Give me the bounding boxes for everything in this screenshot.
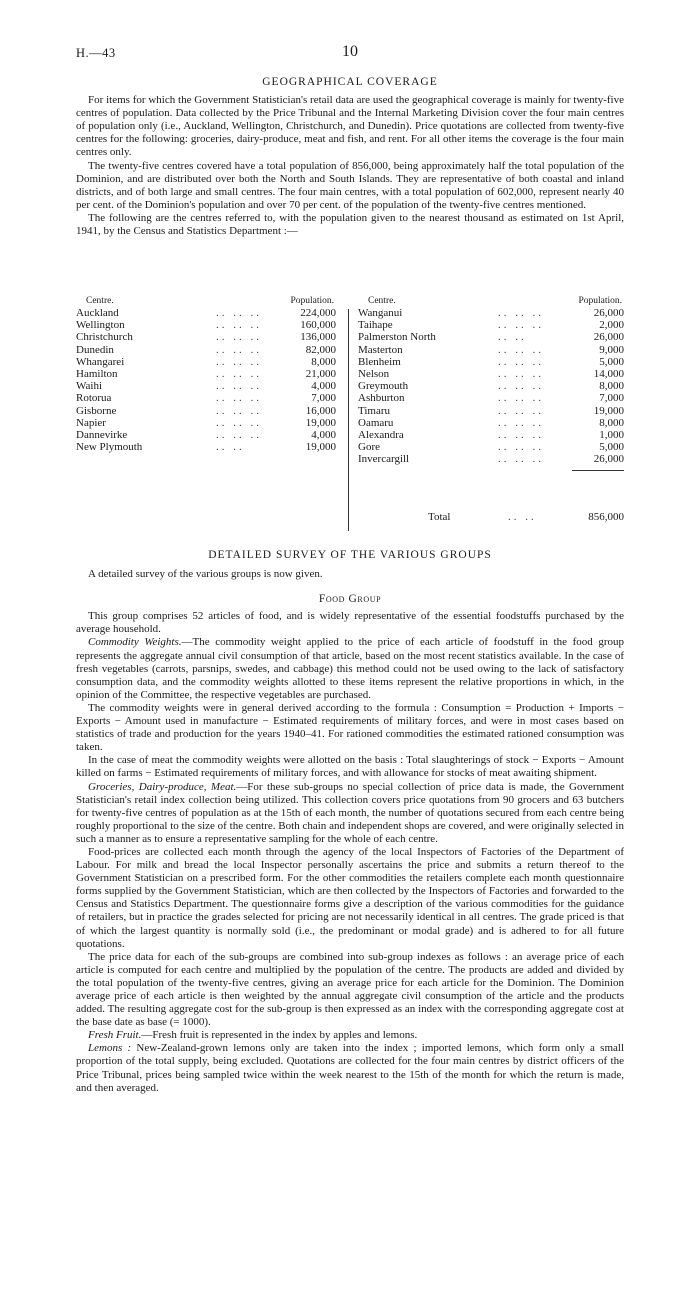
population-value: 8,000 bbox=[599, 416, 624, 429]
paragraph: For items for which the Government Statistician's retail data are used the geographical coverage is mainly for twenty-five centres of population. Data collected by the Price Tribunal and the Internal Marketing Division cover the four main centres of population only (i.e., Auckland, Wellington, Christchurch, and Dunedin). Price quotations are collected from twenty-five centres for the following: groceries, dairy-produce, meat and fish, and rent. For all other items the coverage is the four main centres only. bbox=[76, 94, 624, 159]
column-header-centre: Centre. bbox=[86, 296, 114, 306]
population-value: 19,000 bbox=[305, 441, 336, 454]
population-value: 7,000 bbox=[311, 392, 336, 405]
centre-name: Timaru bbox=[358, 404, 390, 417]
table-row bbox=[358, 319, 624, 331]
table-row bbox=[358, 380, 624, 392]
centre-name: Dannevirke bbox=[76, 428, 128, 441]
leader-dots: .. .. .. bbox=[498, 343, 544, 356]
table-column-right bbox=[358, 295, 624, 465]
paragraph-text: New-Zealand-grown lemons only are taken into the index ; imported lemons, which form only a small proportion of the total supply, being excluded. Quotations are collected for the four main centres by district officers of the Price Tribunal, prices being sampled twice within the week nearest to the 15th of the month for which the return is made, and then averaged. bbox=[76, 1042, 625, 1094]
table-row bbox=[76, 331, 336, 343]
centre-name: New Plymouth bbox=[76, 441, 143, 454]
leader-dots: .. .. .. bbox=[498, 392, 544, 405]
leader-dots: .. .. .. bbox=[216, 380, 262, 393]
document-reference: H.—43 bbox=[76, 46, 116, 60]
page-number: 10 bbox=[342, 43, 358, 60]
paragraph: A detailed survey of the various groups is now given. bbox=[88, 568, 323, 581]
geographical-coverage-section bbox=[76, 76, 624, 238]
leader-dots: .. .. .. bbox=[216, 428, 262, 441]
paragraph-text: —For these sub-groups no special collection of price data is made, the Government Statistician's retail index collection being utilized. This collection covers price quotations from 90 grocers and 63 butchers for twenty-five centres of population as at the 15th of each month, the number of quotations secured from each centre being roughly proportional to the size of the centre. Both chain and independent shops are covered, and were originally selected in such a manner as to ensure a representative sampling for the whole of each centre. bbox=[76, 780, 624, 845]
paragraph bbox=[76, 781, 624, 846]
table-row bbox=[358, 441, 624, 453]
paragraph-text: —Fresh fruit is represented in the index by apples and lemons. bbox=[141, 1029, 418, 1042]
centre-name: Dunedin bbox=[76, 343, 114, 356]
population-value: 82,000 bbox=[305, 343, 336, 356]
centre-name: Invercargill bbox=[358, 453, 410, 466]
table-header-row bbox=[76, 295, 336, 307]
leader-dots: .. .. .. bbox=[498, 367, 544, 380]
table-row bbox=[358, 356, 624, 368]
total-value: 856,000 bbox=[588, 511, 624, 523]
paragraph-text: —The commodity weight applied to the price of each article of foodstuff in the food group represents the aggregate annual civil consumption of that article, based on the most recent statistics available. In the case of fresh vegetables (carrots, parsnips, swedes, and cabbage) this method could not be used owing to the lack of satisfactory consumption data, and the commodity weights allotted to these items represent the relative proportions in which, in the opinion of the Committee, the respective vegetables are purchased. bbox=[76, 636, 624, 701]
column-divider bbox=[348, 309, 349, 531]
table-row bbox=[76, 380, 336, 392]
lemons-lead: Lemons : bbox=[88, 1042, 132, 1055]
leader-dots: .. .. .. bbox=[498, 416, 544, 429]
paragraph: The following are the centres referred to, with the population given to the nearest thousand as estimated on 1st April, 1941, by the Census and Statistics Department :— bbox=[76, 211, 624, 238]
leader-dots: .. .. bbox=[508, 511, 537, 523]
leader-dots: .. .. .. bbox=[498, 319, 544, 332]
leader-dots: .. .. .. bbox=[498, 355, 544, 368]
table-row bbox=[76, 368, 336, 380]
leader-dots: .. .. .. bbox=[498, 404, 544, 417]
paragraph: The twenty-five centres covered have a total population of 856,000, being approximately half the total population of the Dominion, and are distributed over both the North and South Islands. They are representative of both coastal and inland districts, and of both large and small centres. The four main centres, with a total population of 602,000, represent nearly 40 per cent. of the Dominion's population and over 70 per cent. of the population of the twenty-five centres mentioned. bbox=[76, 159, 624, 211]
population-value: 160,000 bbox=[300, 319, 336, 332]
population-value: 26,000 bbox=[593, 307, 624, 319]
table-header-row bbox=[358, 295, 624, 307]
paragraph: The price data for each of the sub-groups are combined into sub-group indexes as follows : an average price of each article is computed for each centre and multiplied by the population of the centre. The products are added and divided by the total population of the twenty-five centres, giving an average price for each article for the Dominion. The Dominion average price of each article is then weighted by the annual aggregate civil consumption of the article and the products added. The resulting aggregate cost for the sub-group is then expressed as an index with the corresponding aggregate cost at the base date as base (= 1000). bbox=[76, 950, 624, 1029]
table-row bbox=[76, 319, 336, 331]
centre-name: Rotorua bbox=[76, 392, 112, 405]
table-row bbox=[358, 307, 624, 319]
paragraph bbox=[76, 636, 624, 701]
leader-dots: .. .. .. bbox=[498, 441, 544, 454]
leader-dots: .. .. .. bbox=[216, 404, 262, 417]
table-row bbox=[76, 429, 336, 441]
centre-name: Alexandra bbox=[358, 428, 404, 441]
population-value: 1,000 bbox=[599, 428, 624, 441]
population-value: 5,000 bbox=[599, 355, 624, 368]
population-value: 19,000 bbox=[305, 416, 336, 429]
population-value: 26,000 bbox=[593, 331, 624, 344]
table-row bbox=[76, 356, 336, 368]
table-row bbox=[358, 417, 624, 429]
centre-name: Gore bbox=[358, 441, 380, 454]
groceries-lead: Groceries, Dairy-produce, Meat. bbox=[88, 780, 237, 793]
paragraph bbox=[76, 1042, 624, 1094]
leader-dots: .. .. .. bbox=[498, 380, 544, 393]
geographical-coverage-heading: GEOGRAPHICAL COVERAGE bbox=[262, 76, 438, 88]
sum-rule bbox=[572, 470, 624, 471]
leader-dots: .. .. .. bbox=[216, 319, 262, 332]
total-label: Total bbox=[428, 511, 451, 523]
table-row bbox=[358, 368, 624, 380]
centre-name: Greymouth bbox=[358, 380, 409, 393]
paragraph bbox=[76, 1029, 624, 1042]
leader-dots: .. .. .. bbox=[216, 307, 262, 319]
centre-name: Taihape bbox=[358, 319, 393, 332]
page-header bbox=[76, 43, 624, 66]
leader-dots: .. .. .. bbox=[216, 331, 262, 344]
leader-dots: .. .. .. bbox=[498, 428, 544, 441]
population-value: 224,000 bbox=[300, 307, 336, 319]
commodity-weights-lead: Commodity Weights. bbox=[88, 636, 182, 649]
table-row bbox=[358, 405, 624, 417]
detailed-survey-section bbox=[76, 549, 624, 1095]
centre-name: Wanganui bbox=[358, 307, 403, 319]
centre-name: Palmerston North bbox=[358, 331, 436, 344]
leader-dots: .. .. .. bbox=[498, 453, 544, 466]
table-row bbox=[76, 417, 336, 429]
leader-dots: .. .. .. bbox=[216, 355, 262, 368]
fresh-fruit-lead: Fresh Fruit. bbox=[88, 1029, 142, 1042]
paragraph: This group comprises 52 articles of food, and is widely representative of the essential foodstuffs purchased by the average household. bbox=[76, 610, 624, 636]
column-header-population: Population. bbox=[290, 296, 334, 306]
centre-name: Oamaru bbox=[358, 416, 394, 429]
leader-dots: .. .. .. bbox=[216, 343, 262, 356]
population-value: 5,000 bbox=[599, 441, 624, 454]
centre-name: Wellington bbox=[76, 319, 125, 332]
leader-dots: .. .. bbox=[216, 441, 245, 454]
centre-name: Ashburton bbox=[358, 392, 405, 405]
table-row bbox=[76, 392, 336, 404]
table-row bbox=[358, 392, 624, 404]
population-value: 26,000 bbox=[593, 453, 624, 466]
table-row bbox=[76, 405, 336, 417]
population-value: 2,000 bbox=[599, 319, 624, 332]
column-header-centre: Centre. bbox=[368, 296, 396, 306]
leader-dots: .. .. .. bbox=[498, 307, 544, 319]
leader-dots: .. .. .. bbox=[216, 367, 262, 380]
population-value: 8,000 bbox=[311, 355, 336, 368]
population-value: 136,000 bbox=[300, 331, 336, 344]
table-row bbox=[76, 344, 336, 356]
column-header-population: Population. bbox=[578, 296, 622, 306]
centre-name: Masterton bbox=[358, 343, 403, 356]
centre-name: Christchurch bbox=[76, 331, 133, 344]
centre-name: Gisborne bbox=[76, 404, 117, 417]
table-row bbox=[76, 441, 336, 453]
leader-dots: .. .. .. bbox=[216, 392, 262, 405]
population-value: 4,000 bbox=[311, 380, 336, 393]
population-value: 4,000 bbox=[311, 428, 336, 441]
centre-name: Nelson bbox=[358, 367, 390, 380]
leader-dots: .. .. .. bbox=[216, 416, 262, 429]
food-group-heading: Food Group bbox=[318, 593, 382, 606]
leader-dots: .. .. bbox=[498, 331, 527, 344]
paragraph: The commodity weights were in general derived according to the formula : Consumption = Production + Imports − Exports − Amount used in manufacture − Estimated requirements of military forces, and were in most cases based on statistics of trade and production for the years 1940–41. For rationed commodities the estimated rationed consumption was taken. bbox=[76, 701, 624, 754]
table-row bbox=[358, 331, 624, 343]
table-row bbox=[358, 344, 624, 356]
population-value: 14,000 bbox=[593, 367, 624, 380]
population-value: 7,000 bbox=[599, 392, 624, 405]
centre-name: Hamilton bbox=[76, 367, 118, 380]
table-row bbox=[358, 453, 624, 465]
total-row bbox=[358, 511, 624, 525]
population-value: 19,000 bbox=[593, 404, 624, 417]
population-value: 21,000 bbox=[305, 367, 336, 380]
table-row bbox=[76, 307, 336, 319]
paragraph: In the case of meat the commodity weights were allotted on the basis : Total slaughterings of stock − Exports − Amount killed on farms − Estimated requirements of military forces, and with allowance for stocks of meat awaiting shipment. bbox=[76, 754, 624, 780]
centre-name: Auckland bbox=[76, 307, 119, 319]
centre-name: Blenheim bbox=[358, 355, 401, 368]
paragraph: Food-prices are collected each month through the agency of the local Inspectors of Factories of the Department of Labour. For milk and bread the local Inspector personally ascertains the price and submits a return thereof to the Government Statistician on a prescribed form. For the other commodities the retailers complete each month questionnaire forms supplied by the Government Statistician, which are then collected by the Inspectors of Factories and forwarded to the Census and Statistics Department. The questionnaire forms give a description of the various commodities for the guidance of retailers, but in practice the grades selected for pricing are not necessarily identical in all centres. The grade priced is that of which the largest quantity is normally sold (i.e., the predominant or modal grade) and is adhered to for all future quotations. bbox=[76, 845, 624, 950]
centre-name: Napier bbox=[76, 416, 106, 429]
population-value: 9,000 bbox=[599, 343, 624, 356]
detailed-survey-heading: DETAILED SURVEY OF THE VARIOUS GROUPS bbox=[208, 549, 492, 561]
centre-name: Whangarei bbox=[76, 355, 125, 368]
population-value: 8,000 bbox=[599, 380, 624, 393]
population-value: 16,000 bbox=[305, 404, 336, 417]
table-column-left bbox=[76, 295, 336, 453]
table-row bbox=[358, 429, 624, 441]
centre-name: Waihi bbox=[76, 380, 102, 393]
